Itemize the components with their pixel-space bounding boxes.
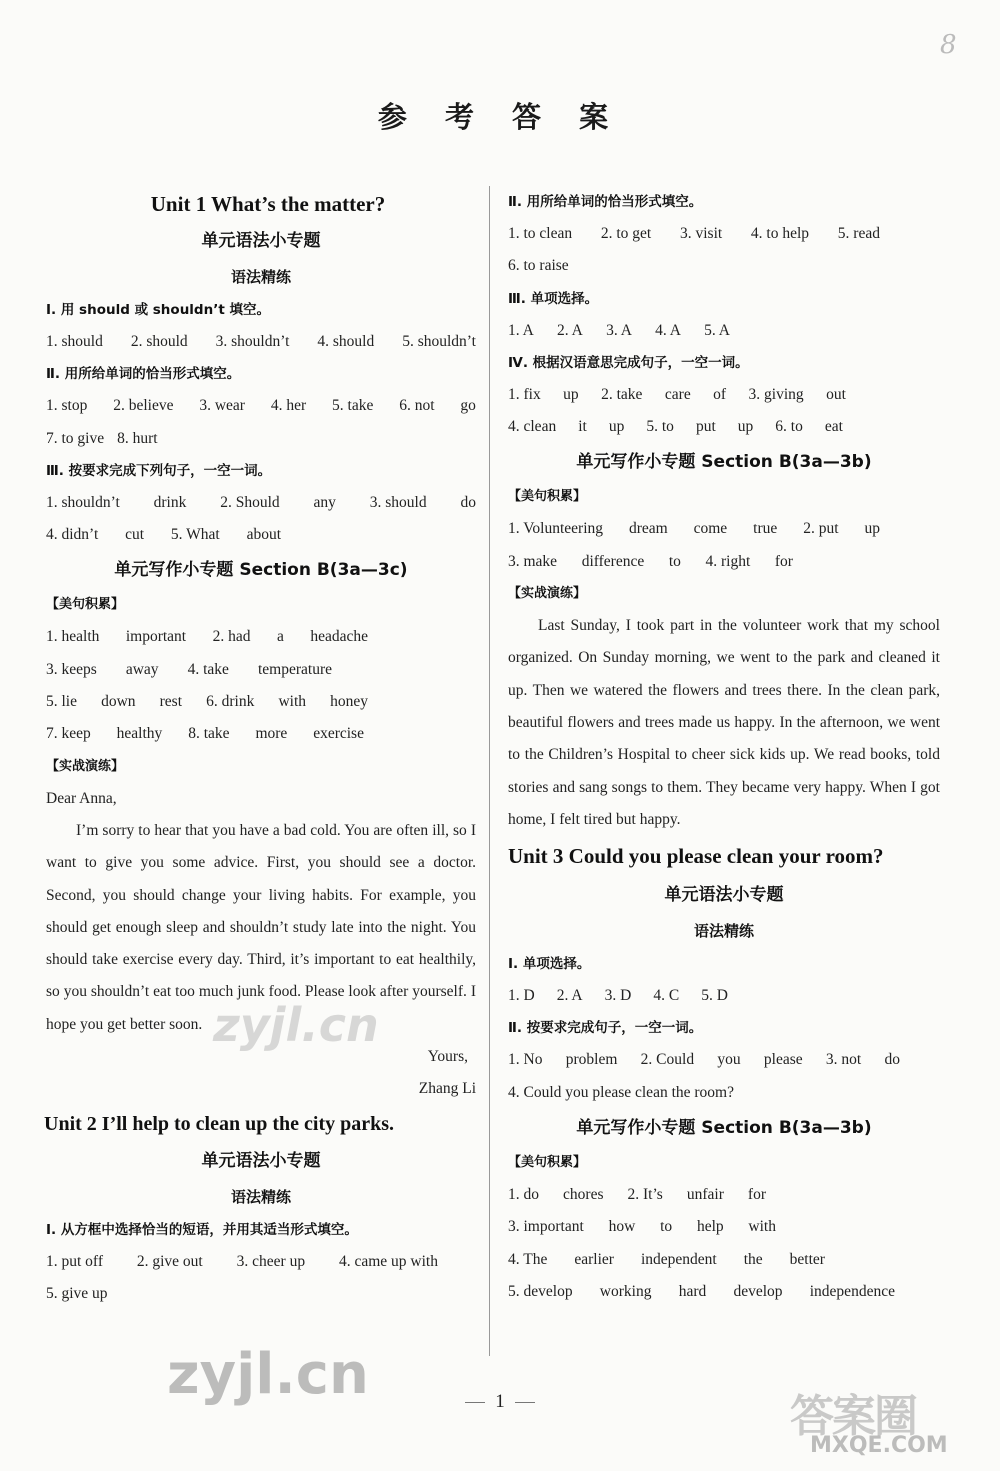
unit2-iii-instruction: Ⅲ. 单项选择。: [508, 290, 599, 307]
unit3-writing-title: 单元写作小专题 Section B(3a—3b): [576, 1118, 872, 1139]
unit1-i-instruction: Ⅰ. 用 should 或 shouldn’t 填空。: [46, 302, 270, 318]
unit1-w-row1: 1. health important 2. had a headache: [46, 628, 368, 646]
unit2-ii-row2: 6. to raise: [508, 257, 569, 275]
unit2-ii-instruction: Ⅱ. 用所给单词的恰当形式填空。: [508, 194, 703, 210]
watermark-zyjl-bottom: zyjl.cn: [167, 1342, 369, 1407]
unit3-ii-row1: 1. No problem 2. Could you please 3. not do: [508, 1051, 900, 1069]
corner-pencil-mark: 8: [940, 30, 957, 60]
unit2-writing-title: 单元写作小专题 Section B(3a—3b): [576, 452, 872, 473]
unit1-iii-row2: 4. didn’t cut 5. What about: [46, 526, 281, 544]
unit1-grammar-sub: 语法精练: [230, 268, 291, 286]
unit1-w-row2: 3. keeps away 4. take temperature: [46, 660, 332, 678]
unit2-iv-instruction: Ⅳ. 根据汉语意思完成句子，一空一词。: [508, 354, 749, 371]
unit2-heading: Unit 2 I’ll help to clean up the city parks.: [44, 1112, 395, 1135]
unit2-mjjl-label: 【美句积累】: [508, 489, 587, 505]
right-column: [508, 186, 940, 1308]
unit3-w-row4: 5. develop working hard develop independence: [508, 1282, 895, 1300]
letter-name: Zhang Li: [418, 1080, 476, 1098]
unit2-grammar-title: 单元语法小专题: [201, 1150, 321, 1171]
unit2-grammar-sub: 语法精练: [230, 1187, 291, 1206]
unit1-grammar-title: 单元语法小专题: [201, 231, 321, 251]
unit3-grammar-sub: 语法精练: [693, 922, 754, 941]
page-title: 参 考 答 案: [377, 100, 623, 134]
unit2-i-instruction: Ⅰ. 从方框中选择恰当的短语，并用其适当形式填空。: [46, 1221, 358, 1238]
unit2-w-row1: 1. Volunteering dream come true 2. put up: [508, 520, 880, 538]
unit1-w-row4: 7. keep healthy 8. take more exercise: [46, 725, 364, 743]
unit3-mjjl-label: 【美句积累】: [508, 1155, 587, 1171]
unit1-iii-instruction: Ⅲ. 按要求完成下列句子，一空一词。: [46, 462, 272, 479]
unit1-ii-row1: 1. stop 2. believe 3. wear 4. her 5. take 6. not go: [46, 397, 476, 415]
watermark-mxqe: MXQE.COM: [810, 1433, 948, 1458]
letter-close: Yours,: [427, 1048, 468, 1066]
unit2-iii-row1: 1. A 2. A 3. A 4. A 5. A: [508, 321, 730, 339]
unit2-i-row2: 5. give up: [46, 1284, 108, 1302]
unit1-mjjl-label: 【美句积累】: [46, 597, 125, 613]
left-column: [46, 186, 476, 1310]
unit2-iv-row2: 4. clean it up 5. to put up 6. to eat: [508, 418, 843, 436]
unit2-i-row1: 1. put off 2. give out 3. cheer up 4. came up with: [46, 1252, 438, 1270]
unit1-ii-row2: 7. to give 8. hurt: [46, 429, 158, 447]
unit3-i-instruction: Ⅰ. 单项选择。: [508, 956, 591, 973]
unit1-i-row1: 1. should 2. should 3. shouldn’t 4. should 5. shouldn’t: [46, 333, 476, 350]
letter-body: I’m sorry to hear that you have a bad cold. You are often ill, so I want to give you some advice. First, you should see a doctor. Second, you should change your living habits. For example, you should get enough sleep and shouldn’t study late into the night. You should take exercise every day. Third, it’s important to eat healthily, so you shouldn’t eat too much junk food. Please look after yourself. I hope you get better soon.: [46, 821, 476, 1033]
unit3-grammar-title: 单元语法小专题: [664, 885, 784, 906]
unit1-writing-title: 单元写作小专题 Section B(3a—3c): [114, 560, 408, 581]
unit1-w-row3: 5. lie down rest 6. drink with honey: [46, 693, 368, 711]
unit3-ii-row2: 4. Could you please clean the room?: [508, 1083, 734, 1101]
unit3-w-row3: 4. The earlier independent the better: [508, 1250, 825, 1268]
unit1-ii-instruction: Ⅱ. 用所给单词的恰当形式填空。: [46, 366, 241, 383]
unit2-ii-row1: 1. to clean 2. to get 3. visit 4. to help 5. read: [508, 225, 880, 242]
unit3-i-row1: 1. D 2. A 3. D 4. C 5. D: [508, 987, 728, 1005]
unit3-w-row1: 1. do chores 2. It’s unfair for: [508, 1186, 766, 1204]
unit3-w-row2: 3. important how to help with: [508, 1218, 776, 1236]
unit1-iii-row1: 1. shouldn’t drink 2. Should any 3. should do: [46, 493, 476, 511]
watermark-zyjl-faint: zyjl.cn: [213, 998, 379, 1052]
unit3-heading: Unit 3 Could you please clean your room?: [508, 844, 884, 869]
unit2-iv-row1: 1. fix up 2. take care of 3. giving out: [508, 385, 846, 403]
letter-greeting: Dear Anna,: [46, 789, 117, 807]
watermark-daanquan: 答案圈: [790, 1391, 916, 1442]
unit2-szyl-label: 【实战演练】: [508, 586, 587, 602]
unit1-heading: Unit 1 What’s the matter?: [150, 192, 386, 216]
column-divider: [489, 186, 490, 1356]
unit2-w-row2: 3. make difference to 4. right for: [508, 552, 793, 570]
unit1-szyl-label: 【实战演练】: [46, 758, 125, 774]
unit2-essay: Last Sunday, I took part in the volunteer work that my school organized. On Sunday morning, we went to the park and cleaned it up. Then we watered the flowers and trees there. In the clean park, beautiful flowers and trees made us happy. In the afternoon, we went to the Children’s Hospital to cheer sick kids up. We read books, told stories and sang songs to them. They became very happy. When I got home, I felt tired but happy.: [508, 617, 940, 828]
unit3-ii-instruction: Ⅱ. 按要求完成句子，一空一词。: [508, 1020, 703, 1037]
page-number: 1: [0, 1391, 1000, 1413]
